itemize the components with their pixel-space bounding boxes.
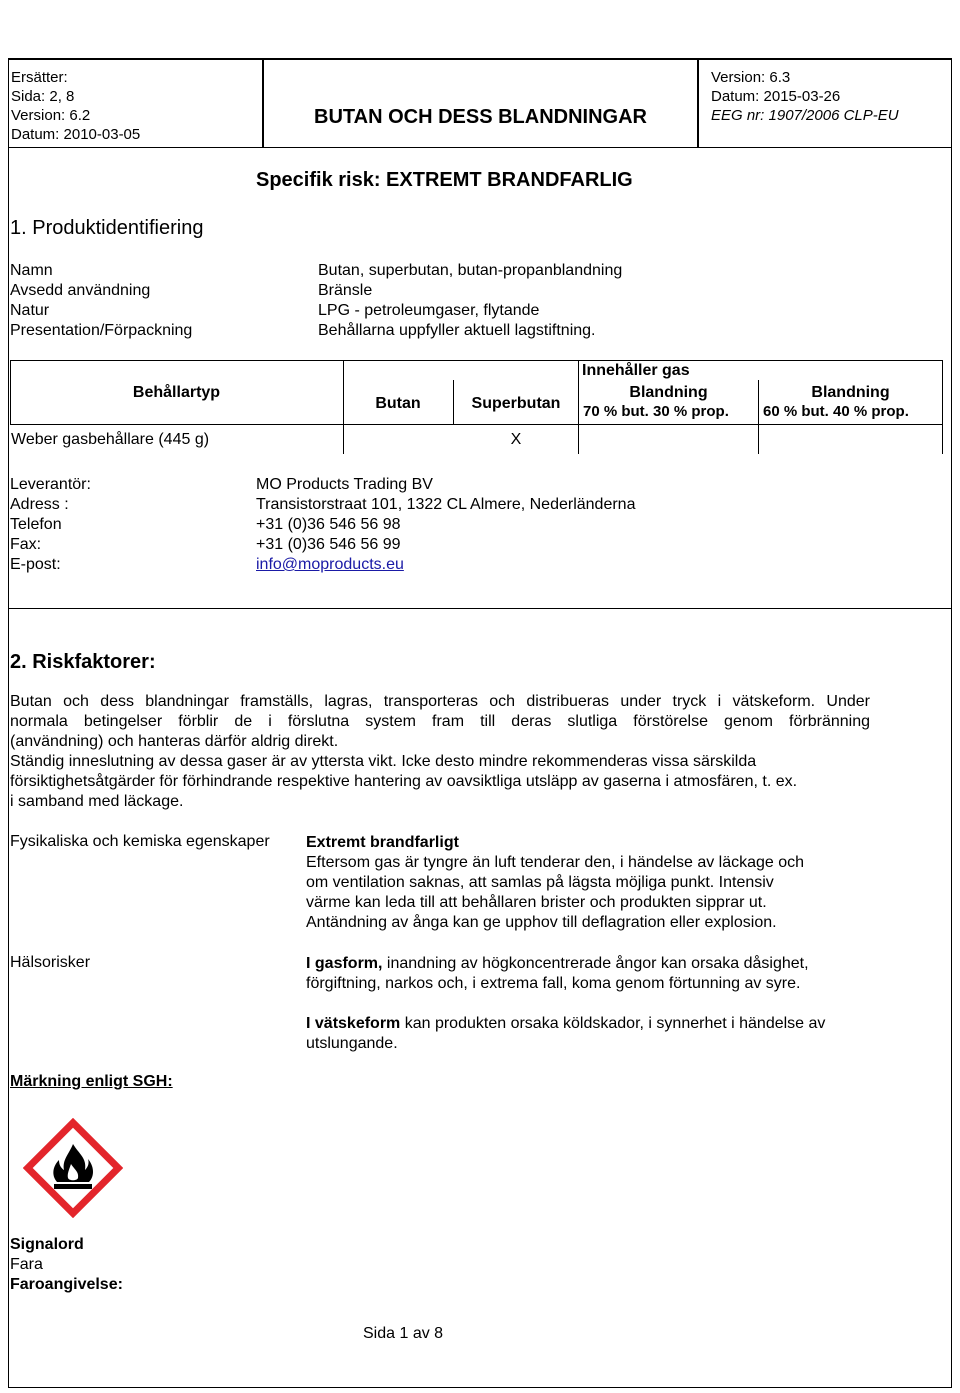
ghs-heading: Märkning enligt SGH:	[10, 1073, 173, 1090]
risk-line-2: normala betingelser förblir de i förslutna system fram till deras slutliga förstörelse genom förbränning	[10, 713, 870, 730]
liquid-line-2: utslungande.	[306, 1035, 398, 1052]
supplier-email-link[interactable]: info@moproducts.eu	[256, 556, 404, 573]
risk-line-5: försiktighetsåtgärder för förhindrande respektive hantering av oavsiktliga utsläpp av gaserna i atmosfären, t. ex.	[10, 773, 798, 790]
old-version: Version: 6.2	[11, 107, 91, 124]
col-blend1-sub: 70 % but. 30 % prop.	[583, 403, 729, 420]
label-packaging: Presentation/Förpackning	[10, 322, 193, 339]
value-name: Butan, superbutan, butan-propanblandning	[318, 262, 623, 279]
col-blend2-title: Blandning	[811, 384, 890, 401]
phys-chem-title: Extremt brandfarligt	[306, 834, 459, 851]
risk-line-6: i samband med läckage.	[10, 793, 184, 810]
health-liquid-block	[306, 1014, 825, 1054]
supplier-name: MO Products Trading BV	[256, 476, 433, 493]
label-use: Avsedd användning	[10, 282, 151, 299]
product-id-labels	[10, 261, 192, 341]
label-email: E-post:	[10, 556, 61, 573]
signal-word-value: Fara	[10, 1256, 43, 1273]
health-label: Hälsorisker	[10, 954, 91, 971]
row-weber-superbutan: X	[510, 431, 522, 448]
supplier-labels	[10, 475, 91, 575]
product-id-values	[318, 261, 622, 341]
phys-line-4: Antändning av ånga kan ge upphov till deflagration eller explosion.	[306, 914, 777, 931]
gas-line-2: förgiftning, narkos och, i extrema fall, koma genom förtunning av syre.	[306, 975, 801, 992]
label-address: Adress :	[10, 496, 69, 513]
hazard-statement-label: Faroangivelse:	[10, 1276, 123, 1293]
value-nature: LPG - petroleumgaser, flytande	[318, 302, 540, 319]
gas-line-1: inandning av högkoncentrerade ångor kan orsaka dåsighet,	[382, 955, 809, 972]
label-nature: Natur	[10, 302, 50, 319]
row-weber-label: Weber gasbehållare (445 g)	[11, 431, 210, 448]
value-use: Bränsle	[318, 282, 373, 299]
liquid-form-bold: I vätskeform	[306, 1015, 401, 1032]
label-supplier: Leverantör:	[10, 476, 91, 493]
risk-paragraph	[10, 692, 870, 812]
section1-heading: 1. Produktidentifiering	[10, 217, 204, 239]
col-superbutan: Superbutan	[471, 395, 561, 412]
section2-heading: 2. Riskfaktorer:	[10, 651, 156, 673]
contains-gas-header: Innehåller gas	[582, 362, 690, 379]
label-name: Namn	[10, 262, 53, 279]
value-packaging: Behållarna uppfyller aktuell lagstiftning.	[318, 322, 596, 339]
page-number: Sida 1 av 8	[363, 1325, 444, 1342]
current-date: Datum: 2015-03-26	[711, 88, 841, 105]
risk-line-4: Ständig inneslutning av dessa gaser är av yttersta vikt. Icke desto mindre rekommenderas vissa särskilda	[10, 753, 757, 770]
phys-chem-block	[306, 833, 804, 933]
flame-pictogram	[23, 1118, 123, 1218]
header-left-box	[8, 59, 263, 148]
replaces-label: Ersätter:	[11, 69, 68, 86]
supplier-values	[256, 475, 635, 575]
old-date: Datum: 2010-03-05	[11, 126, 141, 143]
gas-form-bold: I gasform,	[306, 955, 383, 972]
supplier-phone: +31 (0)36 546 56 98	[256, 516, 401, 533]
header-title-box	[263, 59, 698, 148]
risk-line-3: (användning) och hanteras därför aldrig direkt.	[10, 733, 339, 750]
col-blend2-sub: 60 % but. 40 % prop.	[763, 403, 909, 420]
current-version: Version: 6.3	[711, 69, 791, 86]
col-blend1-title: Blandning	[629, 384, 708, 401]
label-phone: Telefon	[10, 516, 62, 533]
signal-word-label: Signalord	[10, 1236, 84, 1253]
phys-line-2: om ventilation saknas, att samlas på lägsta möjliga punkt. Intensiv	[306, 874, 774, 891]
specific-risk: Specifik risk: EXTREMT BRANDFARLIG	[256, 169, 633, 191]
col-butan: Butan	[375, 395, 421, 412]
regulation-number: EEG nr: 1907/2006 CLP-EU	[711, 107, 899, 124]
label-fax: Fax:	[10, 536, 42, 553]
risk-line-1: Butan och dess blandningar framställs, lagras, transporteras och distribueras under tryck i vätskeform. Under	[10, 693, 870, 710]
section-divider	[8, 608, 952, 609]
container-type-header: Behållartyp	[132, 384, 221, 401]
supplier-fax: +31 (0)36 546 56 99	[256, 536, 401, 553]
supplier-address: Transistorstraat 101, 1322 CL Almere, Nederländerna	[256, 496, 636, 513]
liquid-line-1: kan produkten orsaka köldskador, i synnerhet i händelse av	[400, 1015, 826, 1032]
phys-line-1: Eftersom gas är tyngre än luft tenderar den, i händelse av läckage och	[306, 854, 805, 871]
header-right-box	[698, 59, 952, 148]
health-gas-block	[306, 954, 809, 994]
phys-chem-label: Fysikaliska och kemiska egenskaper	[10, 833, 270, 850]
document-title: BUTAN OCH DESS BLANDNINGAR	[314, 106, 647, 128]
old-page: Sida: 2, 8	[11, 88, 75, 105]
phys-line-3: värme kan leda till att behållaren brister och produkten sipprar ut.	[306, 894, 767, 911]
